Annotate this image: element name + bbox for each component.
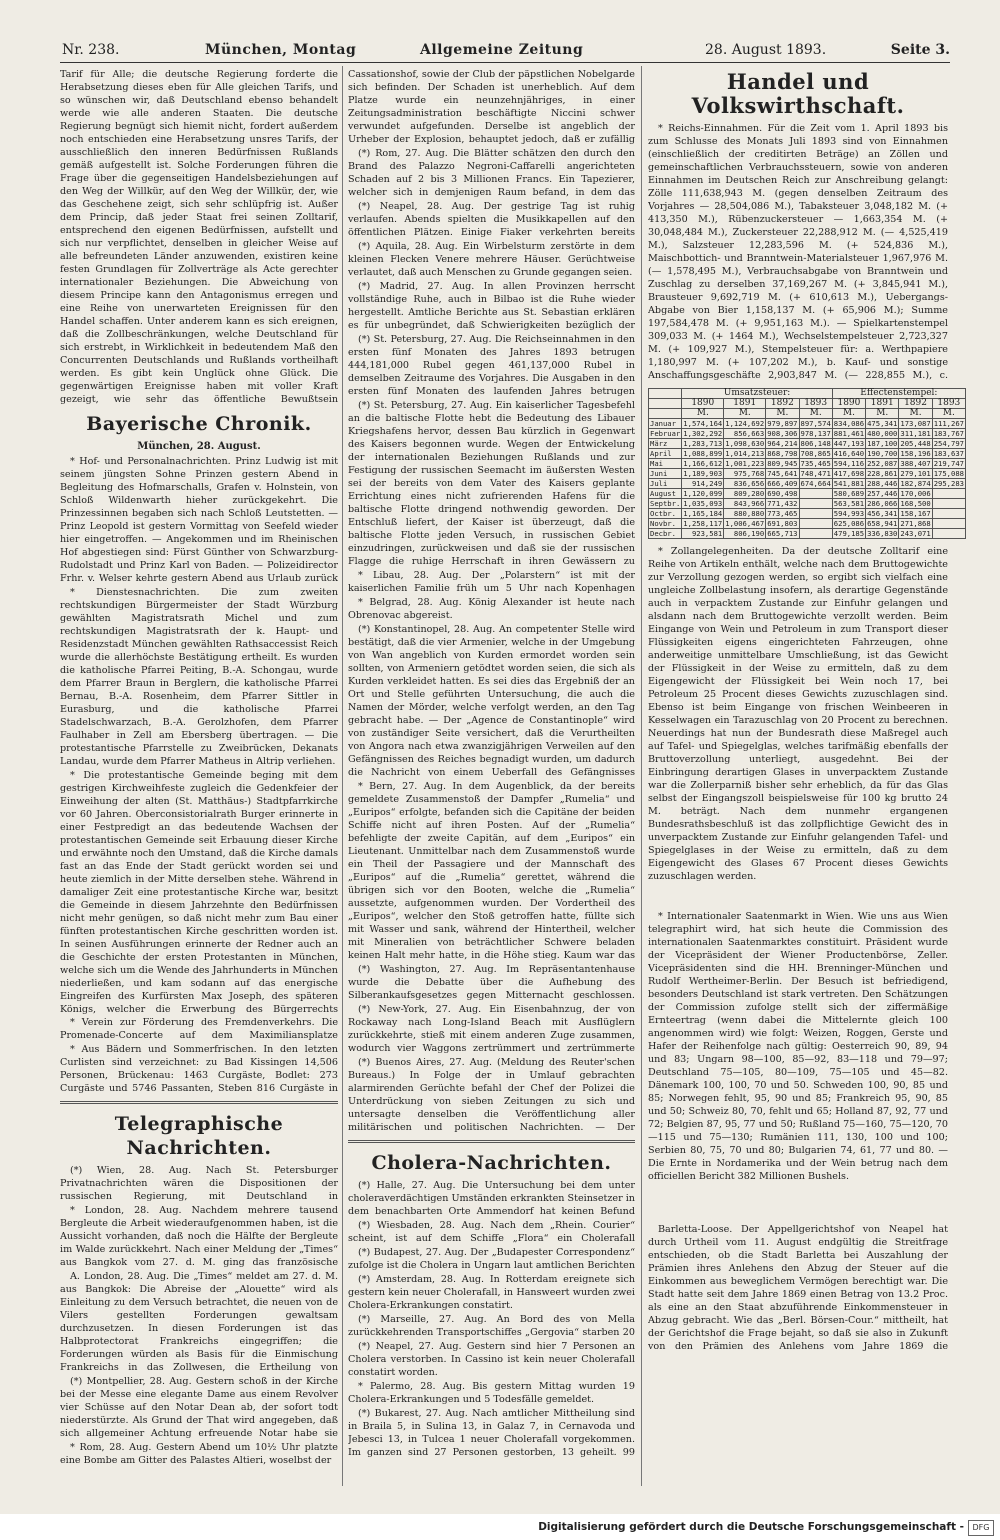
article-paragraph: (*) Amsterdam, 28. Aug. In Rotterdam ereignete sich gestern kein neuer Cholerafall, in Hansweert wurden zwei Cholera-Erkrankungen constatirt. bbox=[348, 1274, 635, 1311]
table-value-cell bbox=[799, 519, 832, 529]
table-value-cell: 183,767 bbox=[933, 429, 964, 438]
table-value-cell: 1,098,630 bbox=[725, 439, 765, 448]
section-heading-cholera-nachrichten: Cholera-Nachrichten. bbox=[371, 1152, 612, 1174]
table-row bbox=[649, 519, 966, 529]
table-value-cell: 190,700 bbox=[867, 449, 898, 458]
article-paragraph: (*) Marseille, 27. Aug. An Bord des von Mella zurückkehrenden Transportschiffes „Gergovia“ starben 20 bbox=[348, 1314, 635, 1338]
table-value-cell: 279,101 bbox=[900, 469, 931, 478]
table-month-cell: Februar bbox=[650, 429, 681, 438]
table-value-cell: 541,881 bbox=[833, 479, 865, 488]
footer-bar bbox=[0, 1514, 1000, 1540]
table-value-cell: 708,865 bbox=[800, 449, 831, 458]
table-value-cell: 183,637 bbox=[933, 449, 964, 458]
article-paragraph: (*) New-York, 27. Aug. Ein Eisenbahnzug, der von Rockaway nach Long-Island Beach mit Ausflüglern zurückkehrte, stieß mit einem anderen Zuge zusammen, wodurch vier Waggons zertrümmert und zertrümmerte bbox=[348, 1004, 635, 1054]
table-value-cell: 856,663 bbox=[724, 429, 766, 439]
article-paragraph: (*) St. Petersburg, 27. Aug. Die Reichseinnahmen in den ersten fünf Monaten des Jahres 1893 betrugen 444,181,000 Rubel gegen 461,137,000 Rubel in demselben Zeitraume des Vorjahres. Die Ausgaben in den ersten fünf Monaten des laufenden Jahres betrugen bbox=[348, 334, 635, 397]
table-value-cell bbox=[932, 489, 965, 499]
table-unit-header: M. bbox=[682, 409, 724, 419]
table-value-cell bbox=[932, 519, 965, 529]
table-value-cell: 881,461 bbox=[833, 429, 865, 438]
table-value-cell: 295,283 bbox=[933, 479, 964, 488]
table-value-cell: 809,280 bbox=[724, 489, 766, 499]
section-divider bbox=[348, 1140, 635, 1143]
table-value-cell: 480,000 bbox=[867, 429, 898, 438]
article-paragraph: * Belgrad, 28. Aug. König Alexander ist heute nach Obrenovac abgereist. bbox=[348, 597, 635, 621]
table-value-cell: 254,797 bbox=[933, 439, 964, 448]
table-value-cell: 880,880 bbox=[724, 509, 766, 519]
table-value-cell: 286,066 bbox=[867, 499, 898, 508]
table-value-cell: 158,196 bbox=[900, 449, 931, 458]
table-month-cell: Mai bbox=[649, 459, 682, 469]
article-paragraph: * London, 28. Aug. Nachdem mehrere tausend Bergleute die Arbeit wiederaufgenommen haben, ist die Aussicht vorhanden, daß noch die Hälfte der Bergleute im Walde zurückkehrt. Nach einer Meldung der „Times“ aus Bangkok vom 27. d. M. ging das französische bbox=[60, 1205, 338, 1268]
column-1 bbox=[60, 68, 338, 1468]
table-value-cell: 1,035,093 bbox=[683, 499, 723, 508]
table-value-cell: 806,190 bbox=[724, 529, 766, 539]
table-value-cell: 187,100 bbox=[867, 439, 898, 448]
article-paragraph: (*) Neapel, 27. Aug. Gestern sind hier 7 Personen an Cholera verstorben. In Cassino ist kein neuer Cholerafall constatirt worden. bbox=[348, 1341, 635, 1378]
article-paragraph: * Zollangelegenheiten. Da der deutsche Zolltarif eine Reihe von Artikeln enthält, welche nach dem Bruttogewichte zur Verzollung gezogen werden, so ergibt sich vielfach eine ungleiche Zollbelastung insofern, als derartige Gegenstände auch in verpacktem Zustande zur Einfuhr gelangen und alsdann nach dem Bruttogewichte verzollt werden. Beim Eingange von Wein und Petroleum in zum Transport dieser Flüssigkeiten eigens eingerichteten Fahrzeugen, ohne anderweitige unmittelbare Umschließung, ist das Gewicht der Flüssigkeit in der Weise zu ermitteln, daß zu dem Eigengewicht der Flüssigkeit bei Wein noch 17, bei Petroleum 25 Procent dieses Gewichts zuzuschlagen sind. Ebenso ist beim Eingange von frischen Weinbeeren in Kesselwagen ein Tarazuschlag von 20 Procent zu berechnen. Neuerdings hat nun der Bundesrath diese Maßregel auch auf Tafel- und Spiegelglas, welches tarifmäßig ebenfalls der Bruttoverzollung unterliegt, ausgedehnt. Bei der Einbringung derartigen Glases in unverpacktem Zustande war die Zollerparniß bisher sehr erheblich, da für das Glas selbst der Eingangszoll beispielsweise für 100 kg brutto 24 M. beträgt. Nach dem nunmehr ergangenen Bundesrathsbeschluß ist das zollpflichtige Gewicht des in unverpacktem Zustande zur Einfuhr gelangenden Tafel- und Spiegelglases in der Weise zu ermitteln, daß zu dem Eigengewicht des Glases 67 Procent dieses Gewichts zuzuschlagen werden. bbox=[648, 546, 948, 882]
table-value-cell: 748,471 bbox=[800, 469, 831, 478]
article-paragraph: (*) Halle, 27. Aug. Die Untersuchung bei dem unter choleraverdächtigen Umständen erkrankten Steinsetzer in dem benachbarten Orte Ammendorf hat keinen Befund bbox=[348, 1180, 635, 1217]
article-paragraph: * Bern, 27. Aug. In dem Augenblick, da der bereits gemeldete Zusammenstoß der Dampfer „Rumelia“ und „Euripos“ erfolgte, befanden sich die Capitäne der beiden Schiffe nicht auf ihren Posten. Auf der „Rumelia“ befehligte der zweite Capitän, auf dem „Euripos“ ein Lieutenant. Unmittelbar nach dem Zusammenstoß wurde ein Theil der Passagiere und der Mannschaft des „Euripos“ auf die „Rumelia“ gerettet, während die übrigen sich vor den Booten, welche die „Rumelia“ aussetzte, aufgenommen wurden. Der Vordertheil des „Euripos“, welcher den Stoß getroffen hatte, füllte sich mit Wasser und sank, während der Hintertheil, welcher mit Mineralien von beträchtlicher Schwere beladen keinen Halt mehr hatte, in die Höhe stieg. Kaum war das bbox=[348, 781, 635, 961]
stock-tax-table bbox=[648, 388, 966, 539]
table-row bbox=[649, 459, 966, 469]
table-month-cell: Juli bbox=[649, 479, 682, 489]
article-paragraph: (*) Madrid, 27. Aug. In allen Provinzen herrscht vollständige Ruhe, auch in Bilbao ist die Ruhe wieder hergestellt. Amtliche Berichte aus St. Sebastian erklären es für unbegründet, daß Schwierigkeiten bezüglich der bbox=[348, 281, 635, 331]
table-value-cell: 594,116 bbox=[833, 459, 865, 468]
table-value-cell: 868,798 bbox=[767, 449, 798, 458]
article-paragraph: (*) Buenos Aires, 27. Aug. (Meldung des Reuter'schen Bureaus.) In Folge der in Umlauf gebrachten alarmirenden Gerüchte befahl der Chef der Polizei die Unterdrückung von sieben Zeitungen zu sich und untersagte denselben die Veröffentlichung aller militärischen und politischen Nachrichten. — Der bbox=[348, 1057, 635, 1133]
table-value-cell: 809,945 bbox=[767, 459, 798, 468]
table-unit-header: M. bbox=[866, 409, 899, 419]
table-year-header: 1893 bbox=[932, 399, 965, 409]
article-paragraph: * Palermo, 28. Aug. Bis gestern Mittag wurden 19 Cholera-Erkrankungen und 5 Todesfälle gemeldet. bbox=[348, 1381, 635, 1405]
table-value-cell: 665,713 bbox=[767, 529, 798, 538]
table-value-cell: 658,941 bbox=[867, 519, 898, 528]
article-paragraph: (*) Bukarest, 27. Aug. Nach amtlicher Mittheilung sind in Braila 5, in Sulina 13, in Galaz 7, in Cernavoda und Jebesci 13, in Tulcea 1 neuer Cholerafall vorgekommen. Im ganzen sind 27 Personen gestorben, 13 geheilt. 99 bbox=[348, 1408, 635, 1458]
table-month-cell: April bbox=[649, 449, 682, 459]
table-value-cell: 1,283,713 bbox=[683, 439, 723, 448]
table-value-cell: 170,006 bbox=[900, 489, 931, 498]
table-value-cell: 625,086 bbox=[833, 519, 865, 528]
table-value-cell: 745,641 bbox=[767, 469, 798, 478]
article-paragraph: * Reichs-Einnahmen. Für die Zeit vom 1. April 1893 bis zum Schlusse des Monats Juli 1893 sind von Einnahmen (einschließlich der creditirten Beträge) an Zöllen und gemeinschaftlichen Verbrauchssteuern, sowie von anderen Einnahmen im Deutschen Reich zur Anschreibung gelangt: Zölle 111,638,943 M. (gegen denselben Zeitraum des Vorjahres — 28,504,086 M.), Tabaksteuer 3,048,182 M. (+ 413,350 M.), Rübenzuckersteuer — 1,663,354 M. (+ 30,048,484 M.), Zuckersteuer 22,288,912 M. (— 4,525,419 M.), Salzsteuer 12,283,596 M. (+ 524,836 M.), Maischbottich- und Branntwein-Materialsteuer 1,967,976 M. (— 1,578,495 M.), Verbrauchsabgabe von Branntwein und Zuschlag zu derselben 37,169,267 M. (+ 3,845,941 M.), Brausteuer 9,692,719 M. (+ 610,613 M.), Uebergangs-Abgabe von Bier 1,158,137 M. (+ 65,906 M.); Summe 197,584,478 M. (+ 9,951,163 M.). — Spielkartenstempel 309,033 M. (+ 1464 M.), Wechselstempelsteuer 2,723,327 M. (+ 109,927 M.), Stempelsteuer für: a. Werthpapiere 1,180,997 M. (+ 107,202 M.), b. Kauf- und sonstige Anschaffungsgeschäfte 2,903,847 M. (— 228,855 M.), c. bbox=[648, 123, 948, 381]
table-value-cell: 271,868 bbox=[900, 519, 931, 528]
table-month-cell: Januar bbox=[649, 419, 682, 429]
table-value-cell: 1,574,164 bbox=[683, 419, 723, 428]
table-value-cell: 979,897 bbox=[767, 419, 798, 428]
table-value-cell: 834,086 bbox=[833, 419, 865, 428]
table-value-cell: 252,087 bbox=[867, 459, 898, 468]
table-row bbox=[649, 499, 966, 509]
table-value-cell: 288,446 bbox=[867, 479, 898, 488]
footer-credit: Digitalisierung gefördert durch die Deutsche Forschungsgemeinschaft - bbox=[538, 1521, 964, 1533]
table-row bbox=[649, 439, 966, 449]
table-value-cell: 205,448 bbox=[900, 439, 931, 448]
table-year-header: 1893 bbox=[799, 399, 832, 409]
section-heading-telegraphische-nachrichten: Telegraphische Nachrichten. bbox=[114, 1113, 284, 1159]
table-value-cell: 1,302,292 bbox=[683, 429, 723, 438]
table-value-cell bbox=[799, 499, 832, 509]
article-paragraph: (*) Wiesbaden, 28. Aug. Nach dem „Rhein. Courier“ scheint, ist auf dem Schiffe „Flora“ ein Cholerafall bbox=[348, 1220, 635, 1244]
place-date: München, Montag bbox=[205, 42, 357, 58]
table-value-cell: 580,689 bbox=[833, 489, 865, 498]
table-value-cell: 1,088,899 bbox=[683, 449, 723, 458]
table-unit-header: M. bbox=[932, 409, 965, 419]
article-paragraph: Cassationshof, sowie der Club der päpstlichen Nobelgarde sich befinden. Der Schaden ist unerheblich. Auf dem Platze wurde ein neunzehnjähriges, in einer Zeitungsadministration beschäftigte Niccini schwer verwundet aufgefunden. Derselbe ist angeblich der Urheber der Explosion, behauptet jedoch, daß er zufällig bbox=[348, 69, 635, 145]
table-value-cell: 1,001,223 bbox=[725, 459, 765, 468]
article-paragraph: * Aus Bädern und Sommerfrischen. In den letzten Curlisten sind verzeichnet: zu Bad Kissingen 14,506 Personen, Brückenau: 1463 Curgäste, Bodlet: 273 Curgäste und 5746 Passanten, Steben 816 Curgäste in bbox=[60, 1044, 338, 1094]
article-paragraph: (*) Washington, 27. Aug. Im Repräsentantenhause wurde die Debatte über die Aufhebung des Silberankaufsgesetzes gegen Mitternacht geschlossen. bbox=[348, 964, 635, 1001]
table-value-cell: 1,258,117 bbox=[683, 519, 723, 528]
table-value-cell: 735,465 bbox=[800, 459, 831, 468]
page-number: Seite 3. bbox=[890, 42, 950, 58]
table-value-cell: 964,214 bbox=[767, 439, 798, 448]
table-value-cell: 666,409 bbox=[767, 479, 798, 488]
table-value-cell: 158,167 bbox=[900, 509, 931, 518]
article-paragraph: (*) Wien, 28. Aug. Nach St. Petersburger Privatnachrichten wären die Dispositionen der russischen Regierung, mit Deutschland in bbox=[60, 1165, 338, 1202]
article-paragraph: (*) Aquila, 28. Aug. Ein Wirbelsturm zerstörte in dem kleinen Flecken Venere mehrere Häuser. Gerüchtweise verlautet, daß auch Menschen zu Grunde gegangen seien. bbox=[348, 241, 635, 278]
table-value-cell: 843,966 bbox=[724, 499, 766, 509]
table-value-cell bbox=[932, 509, 965, 519]
column-3 bbox=[648, 68, 964, 1354]
section-heading-bayerische-chronik: Bayerische Chronik. bbox=[86, 413, 312, 435]
article-paragraph: (*) Neapel, 28. Aug. Der gestrige Tag ist ruhig verlaufen. Abends spielten die Musikkapellen auf den öffentlichen Plätzen. Einige Fiaker verkehrten bereits bbox=[348, 201, 635, 238]
table-value-cell: 311,181 bbox=[900, 429, 931, 438]
table-month-cell: Juni bbox=[649, 469, 682, 479]
table-value-cell bbox=[799, 509, 832, 519]
table-unit-header: M. bbox=[899, 409, 932, 419]
table-month-cell: Septbr. bbox=[650, 499, 681, 508]
table-value-cell: 173,087 bbox=[900, 419, 931, 428]
article-paragraph: (*) Montpellier, 28. Aug. Gestern schoß in der Kirche bei der Messe eine elegante Dame aus einem Revolver vier Schüsse auf den Notar Dean ab, der sofort todt niederstürzte. Als Grund der That wird angegeben, daß sich allgemeiner Achtung erfreuende Notar habe sie bbox=[60, 1376, 338, 1439]
article-paragraph: * Verein zur Förderung des Fremdenverkehrs. Die Promenade-Concerte auf dem Maximiliansplatze bbox=[60, 1017, 338, 1041]
table-value-cell: 456,341 bbox=[867, 509, 898, 518]
table-unit-header: M. bbox=[724, 409, 766, 419]
table-value-cell: 771,432 bbox=[767, 499, 798, 508]
masthead bbox=[60, 40, 950, 63]
table-value-cell: 806,148 bbox=[800, 439, 831, 448]
article-paragraph: * Libau, 28. Aug. Der „Polarstern“ ist mit der kaiserlichen Familie früh um 5 Uhr nach Kopenhagen bbox=[348, 570, 635, 594]
article-paragraph: (*) St. Petersburg, 27. Aug. Ein kaiserlicher Tagesbefehl an die baltische Flotte hebt die Bedeutung des Libauer Kriegshafens hervor, dessen Bau kürzlich in Gegenwart des Kaisers begonnen wurde. Wegen der Entwickelung der internationalen Beziehungen Rußlands und zur Festigung der russischen Seemacht im äußersten Westen sei der bereits von dem Vater des Kaisers geplante Errichtung eines nicht zufrierenden Hafens für die baltische Flotte dringend nothwendig geworden. Der Entschluß liefert, der Kaiser ist überzeugt, daß die baltische Flotte jeden Versuch, in russischen Gebiet einzudringen, zurückweisen und daß sie der russischen Flagge die ruhige Herrschaft in ihren Gewässern zu bbox=[348, 400, 635, 567]
table-value-cell: 908,306 bbox=[767, 429, 798, 438]
table-value-cell: 417,698 bbox=[833, 469, 865, 478]
table-value-cell: 978,137 bbox=[800, 429, 831, 438]
table-value-cell: 475,341 bbox=[867, 419, 898, 428]
table-value-cell: 975,768 bbox=[724, 469, 766, 479]
table-year-header: 1890 bbox=[682, 399, 724, 409]
table-row bbox=[649, 489, 966, 499]
table-value-cell bbox=[799, 489, 832, 499]
column-rule bbox=[641, 66, 642, 1486]
table-value-cell: 563,581 bbox=[833, 499, 865, 508]
table-value-cell: 1,189,903 bbox=[683, 469, 723, 478]
dfg-logo-icon: DFG bbox=[968, 1520, 994, 1536]
article-paragraph: * Dienstesnachrichten. Die zum zweiten rechtskundigen Bürgermeister der Stadt Würzburg gewählten Magistratsrath Michel und zum rechtskundigen Magistratsrath der k. Haupt- und Residenzstadt München gewählten Rathsaccessist Reich wurde die allerhöchste Bestätigung ertheilt. Es wurden die katholische Pfarrei Peiting, B.-A. Schongau, wurde dem Pfarrer Braun in Berglern, die katholische Pfarrei Bernau, B.-A. Rosenheim, dem Pfarrer Sittler in Eurasburg, und die katholische Pfarrei Stadelschwarzach, B.-A. Gerolzhofen, dem Pfarrer Faulhaber in Zell am Ebersberg übertragen. — Die protestantische Pfarrstelle zu Zweibrücken, Dekanats Landau, wurde dem Pfarrer Matheus in Altrip verliehen. bbox=[60, 587, 338, 767]
table-value-cell: 168,500 bbox=[900, 499, 931, 508]
table-row bbox=[649, 449, 966, 459]
article-paragraph: * Die protestantische Gemeinde beging mit dem gestrigen Kirchweihfeste zugleich die Gedenkfeier der Einweihung der alten (St. Matthäus-) Stadtpfarrkirche vor 60 Jahren. Oberconsistorialrath Burger erinnerte in einer Festpredigt an das bedeutende Wachsen der protestantischen Gemeinde seit Erbauung dieser Kirche und erwähnte noch den Umstand, daß die Kirche damals fast an das Ende der Stadt gerückt worden sei und heute ziemlich in der Mitte derselben stehe. Während in damaliger Zeit eine protestantische Kirche war, besitzt die Gemeinde in diesem Jahrzehnte den Bedürfnissen nicht mehr genügen, so daß nicht mehr zum Bau einer fünften protestantischen Kirche geschritten worden ist. In seinen Ausführungen erinnerte der Redner auch an die Geschichte der ersten Protestanten in München, welche sich um die Wende des Jahrhunderts in München niederließen, und kam sodann auf das energische Eingreifen des Kurfürsten Max Joseph, des späteren Königs, welcher die Erwerbung des Bürgerrechts bbox=[60, 770, 338, 1015]
article-paragraph: * Internationaler Saatenmarkt in Wien. Wie uns aus Wien telegraphirt wird, hat sich heute die Commission des internationalen Saatenmarktes constituirt. Präsident wurde der Vicepräsident der Wiener Productenbörse, Zeller. Vicepräsidenten sind die HH. Brenninger-München und Rudolf Wertheimer-Berlin. Der Besuch ist befriedigend, besonders Deutschland ist stark vertreten. Den Schätzungen der Commission zufolge stellt sich der ziffermäßige Ernteertrag (wenn dabei die Mittelernte gleich 100 angenommen wird) wie folgt: Weizen, Roggen, Gerste und Hafer der Reihenfolge nach gültig: Oesterreich 90, 89, 94 und 83; Ungarn 98—100, 85—92, 83—118 und 79—97; Deutschland 75—105, 80—109, 75—105 und 45—82. Dänemark 100, 100, 70 und 50. Schweden 100, 90, 85 und 85; Norwegen fehlt, 95, 90 und 85; Frankreich 95, 90, 85 und 50; Schweiz 80, 70, fehlt und 65; Holland 87, 92, 77 und 72; Belgien 87, 95, 77 und 50; Rußland 75—160, 75—120, 70—115 und 75—130; Rumänien 111, 130, 100 und 100; Serbien 80, 75, 70 und 80; Bulgarien 74, 61, 77 und 80. — Die Ernte in Nordamerika und der Wein betrug nach dem officiellen Bericht 382 Millionen Bushels. bbox=[648, 911, 948, 1182]
table-value-cell: 1,165,184 bbox=[683, 509, 723, 518]
table-value-cell: 228,861 bbox=[867, 469, 898, 478]
table-value-cell bbox=[932, 499, 965, 509]
table-unit-header: M. bbox=[799, 409, 832, 419]
issue-date: 28. August 1893. bbox=[705, 42, 827, 58]
table-header-blank bbox=[649, 409, 682, 419]
table-year-header: 1892 bbox=[766, 399, 799, 409]
table-value-cell: 257,446 bbox=[867, 489, 898, 498]
table-value-cell: 594,993 bbox=[833, 509, 865, 518]
column-2 bbox=[348, 68, 635, 1460]
table-value-cell: 1,006,467 bbox=[725, 519, 765, 528]
article-paragraph: Tarif für Alle; die deutsche Regierung forderte die Herabsetzung dieses eben für Alle gleichen Tarifs, und so wünschen wir, daß Deutschland ebenso behandelt werde wie alle anderen Staaten. Die deutsche Regierung begnügt sich hiemit nicht, fordert außerdem noch entschieden eine Herabsetzung unsres Tarifs, der ausschließlich den inneren Bedürfnissen Rußlands gemäß aufgestellt ist. Solche Forderungen führen die Frage über die gegenseitigen Handelsbeziehungen auf den Weg der Willkür, auf den Weg der Willkür, der, wie das Geschehene zeigt, sich sehr schlüpfrig ist. Außer dem Princip, daß jeder Staat frei seinen Zolltarif, entsprechend den eigenen Bedürfnissen, aufstellt und sich nur verpflichtet, denselben in gleicher Weise auf alle befreundeten Länder anzuwenden, existiren keine festen Grundlagen für Zollverträge als Acte gerechter internationaler Beziehungen. Die Abweichung von diesem Principe kann den Antagonismus erregen und eine Reihe von unerwarteten Ereignissen für den Handel schaffen. Unter anderem kann es sich ereignen, daß die Zollbeschränkungen, welche Deutschland für sich erstrebt, in Wirklichkeit in bedeutendem Maß den Concurrenten Deutschlands und Rußlands vortheilhaft werden. Es gibt kein Unglück ohne Glück. Die gegenwärtigen Ereignisse haben mit voller Kraft gezeigt, wie sehr das öffentliche Bewußtsein bbox=[60, 69, 338, 404]
article-paragraph: (*) Konstantinopel, 28. Aug. An competenter Stelle wird bestätigt, daß die vier Armenier, welche in der Umgebung von Wan angeblich von Kurden ermordet worden sein sollten, von Armeniern getödtet worden seien, die sich als Kurden verkleidet hatten. Es sei dies das Ergebniß der an Ort und Stelle geführten Untersuchung, die auch die Namen der Mörder, welche verfolgt werden, an den Tag gebracht habe. — Der „Agence de Constantinople“ wird von zuständiger Seite versichert, daß die Verurtheilten von Angora nach etwa zwanzigjährigen Verweilen auf den Gefängnissen des Reiches begnadigt wurden, um dadurch die Nachricht von einem Ueberfall des Gefängnisses bbox=[348, 624, 635, 778]
section-divider bbox=[60, 1101, 338, 1104]
table-year-header: 1891 bbox=[724, 399, 766, 409]
table-month-cell: August bbox=[649, 489, 682, 499]
table-value-cell: 691,803 bbox=[767, 519, 798, 528]
table-value-cell: 175,088 bbox=[933, 469, 964, 478]
table-month-cell: März bbox=[649, 439, 682, 449]
table-value-cell: 773,465 bbox=[767, 509, 798, 518]
table-value-cell bbox=[799, 529, 832, 539]
table-month-cell: Novbr. bbox=[649, 519, 682, 529]
article-paragraph: A. London, 28. Aug. Die „Times“ meldet am 27. d. M. aus Bangkok: Die Abreise der „Alouette“ wird als Einleitung zu dem Versuch betrachtet, die neuen von de Vilers gestellten Forderungen gewaltsam durchzusetzen. In diesen Forderungen ist das Halbprotectorat Frankreichs eingegriffen; die Forderungen würden als Basis für die Einmischung Frankreichs in das Zollwesen, die Ertheilung von bbox=[60, 1271, 338, 1373]
section-heading-handel: Handel und Volkswirthschaft. bbox=[691, 69, 905, 118]
column-rule bbox=[342, 66, 343, 1486]
paper-title: Allgemeine Zeitung bbox=[420, 42, 584, 58]
table-value-cell: 1,120,099 bbox=[683, 489, 723, 498]
table-year-header: 1891 bbox=[866, 399, 899, 409]
table-value-cell: 182,874 bbox=[900, 479, 931, 488]
table-unit-header: M. bbox=[766, 409, 799, 419]
table-row bbox=[649, 509, 966, 519]
article-paragraph: (*) Rom, 27. Aug. Die Blätter schätzen den durch den Brand des Palazzo Negroni-Caffarelli angerichteten Schaden auf 2 bis 3 Millionen Francs. Ein Tapezierer, welcher sich in demjenigen Raum befand, in dem das bbox=[348, 148, 635, 198]
table-value-cell: 416,640 bbox=[833, 449, 865, 458]
issue-number: Nr. 238. bbox=[62, 42, 120, 58]
table-value-cell: 243,071 bbox=[900, 529, 931, 538]
table-year-header: 1890 bbox=[832, 399, 865, 409]
table-value-cell: 479,185 bbox=[833, 529, 865, 538]
article-paragraph: (*) Budapest, 27. Aug. Der „Budapester Correspondenz“ zufolge ist die Cholera in Ungarn laut amtlichen Berichten bbox=[348, 1247, 635, 1271]
article-paragraph: * Hof- und Personalnachrichten. Prinz Ludwig ist mit seinem jüngsten Sohne Prinzen gestern Abend in Begleitung des Hofmarschalls, Grafen v. Holnstein, von Schloß Wildenwarth hieher zurückgekehrt. Die Prinzessinnen begaben sich nach Schloß Leutstetten. — Prinz Leopold ist gestern Vormittag von Seefeld wieder hier eingetroffen. — Angekommen und im Rheinischen Hof abgestiegen sind: Fürst Günther von Schwarzburg-Rudolstadt und Prinz Karl von Baden. — Polizeidirector Frhr. v. Welser kehrte gestern Abend aus Urlaub zurück bbox=[60, 456, 338, 584]
table-value-cell: 111,267 bbox=[933, 419, 964, 428]
table-unit-header: M. bbox=[832, 409, 865, 419]
table-header-blank bbox=[649, 399, 682, 409]
table-value-cell bbox=[932, 529, 965, 539]
table-value-cell: 1,124,692 bbox=[725, 419, 765, 428]
table-value-cell: 388,407 bbox=[900, 459, 931, 468]
table-row bbox=[649, 529, 966, 539]
table-row bbox=[649, 419, 966, 429]
table-value-cell: 836,656 bbox=[724, 479, 766, 489]
article-paragraph: * Rom, 28. Aug. Gestern Abend um 10½ Uhr platzte eine Bombe am Gitter des Palastes Altieri, woselbst der bbox=[60, 1442, 338, 1466]
article-paragraph: Barletta-Loose. Der Appellgerichtshof von Neapel hat durch Urtheil vom 11. August endgültig die Streitfrage entschieden, ob die Stadt Barletta bei Auszahlung der Prämien ihres Anlehens den Abzug der Steuer auf die Einkommen aus beweglichem Vermögen berechtigt war. Die Stadt hatte seit dem Jahre 1869 einen Betrag von 13.2 Proc. als eine an den Staat abzuführende Einkommensteuer in Abzug gebracht. Wie das „Berl. Börsen-Cour.“ mittheilt, hat der Gerichtshof die Frage bejaht, so daß sie also in Zukunft von den Prämien des Anlehens vom Jahre 1869 die bbox=[648, 1224, 948, 1352]
table-row bbox=[649, 479, 966, 489]
table-value-cell: 336,830 bbox=[867, 529, 898, 538]
dateline: München, 28. August. bbox=[137, 441, 261, 452]
table-header-effectenstempel: Effectenstempel: bbox=[832, 389, 965, 399]
table-value-cell: 447,193 bbox=[833, 439, 865, 448]
table-value-cell: 219,747 bbox=[933, 459, 964, 468]
table-value-cell: 897,574 bbox=[800, 419, 831, 428]
table-value-cell: 674,664 bbox=[800, 479, 831, 488]
table-month-cell: Decbr. bbox=[649, 529, 682, 539]
table-value-cell: 923,581 bbox=[682, 529, 724, 539]
table-value-cell: 690,498 bbox=[767, 489, 798, 498]
table-row bbox=[649, 429, 966, 439]
table-header-blank bbox=[649, 389, 682, 399]
table-year-header: 1892 bbox=[899, 399, 932, 409]
table-header-umsatzsteuer: Umsatzsteuer: bbox=[682, 389, 833, 399]
table-value-cell: 1,166,612 bbox=[683, 459, 723, 468]
table-month-cell: Octbr. bbox=[649, 509, 682, 519]
table-value-cell: 914,249 bbox=[682, 479, 724, 489]
table-value-cell: 1,014,213 bbox=[725, 449, 765, 458]
table-row bbox=[649, 469, 966, 479]
